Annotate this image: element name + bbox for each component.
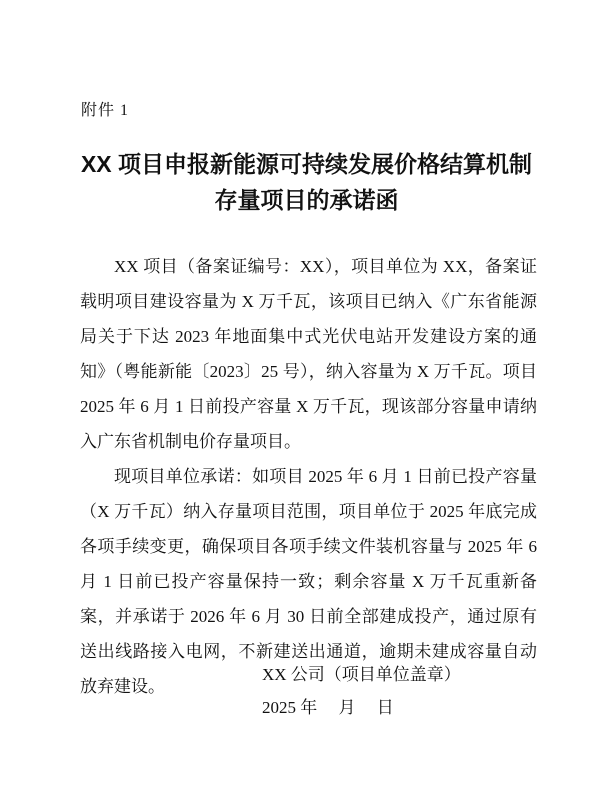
document-body [80, 249, 537, 704]
title-line-1: XX 项目申报新能源可持续发展价格结算机制 [80, 151, 533, 177]
body-paragraph-2: 现项目单位承诺：如项目 2025 年 6 月 1 日前已投产容量（X 万千瓦）纳入存量项目范围，项目单位于 2025 年底完成各项手续变更，确保项目各项手续文件装机容量与 2025 年 6 月 1 日前已投产容量保持一致；剩余容量 X 万千瓦重新备案，并承诺于 2026 年 6 月 30 日前全部建成投产，通过原有送出线路接入电网，不新建送出通道，逾期未建成容量自动放弃建设。 [80, 467, 537, 696]
title-line-2: 存量项目的承诺函 [214, 187, 399, 213]
signature-company-line: XX 公司（项目单位盖章） [262, 665, 461, 684]
attachment-label: 附件 1 [81, 102, 130, 119]
signature-block [262, 658, 461, 724]
signature-date-line: 2025 年 月 日 [262, 698, 394, 717]
document-title [0, 146, 613, 218]
body-paragraph-1: XX 项目（备案证编号：XX），项目单位为 XX，备案证载明项目建设容量为 X 万千瓦，该项目已纳入《广东省能源局关于下达 2023 年地面集中式光伏电站开发建设方案的通知》（粤能新能〔2023〕25 号），纳入容量为 X 万千瓦。项目 2025 年 6 月 1 日前投产容量 X 万千瓦，现该部分容量申请纳入广东省机制电价存量项目。 [80, 257, 537, 451]
